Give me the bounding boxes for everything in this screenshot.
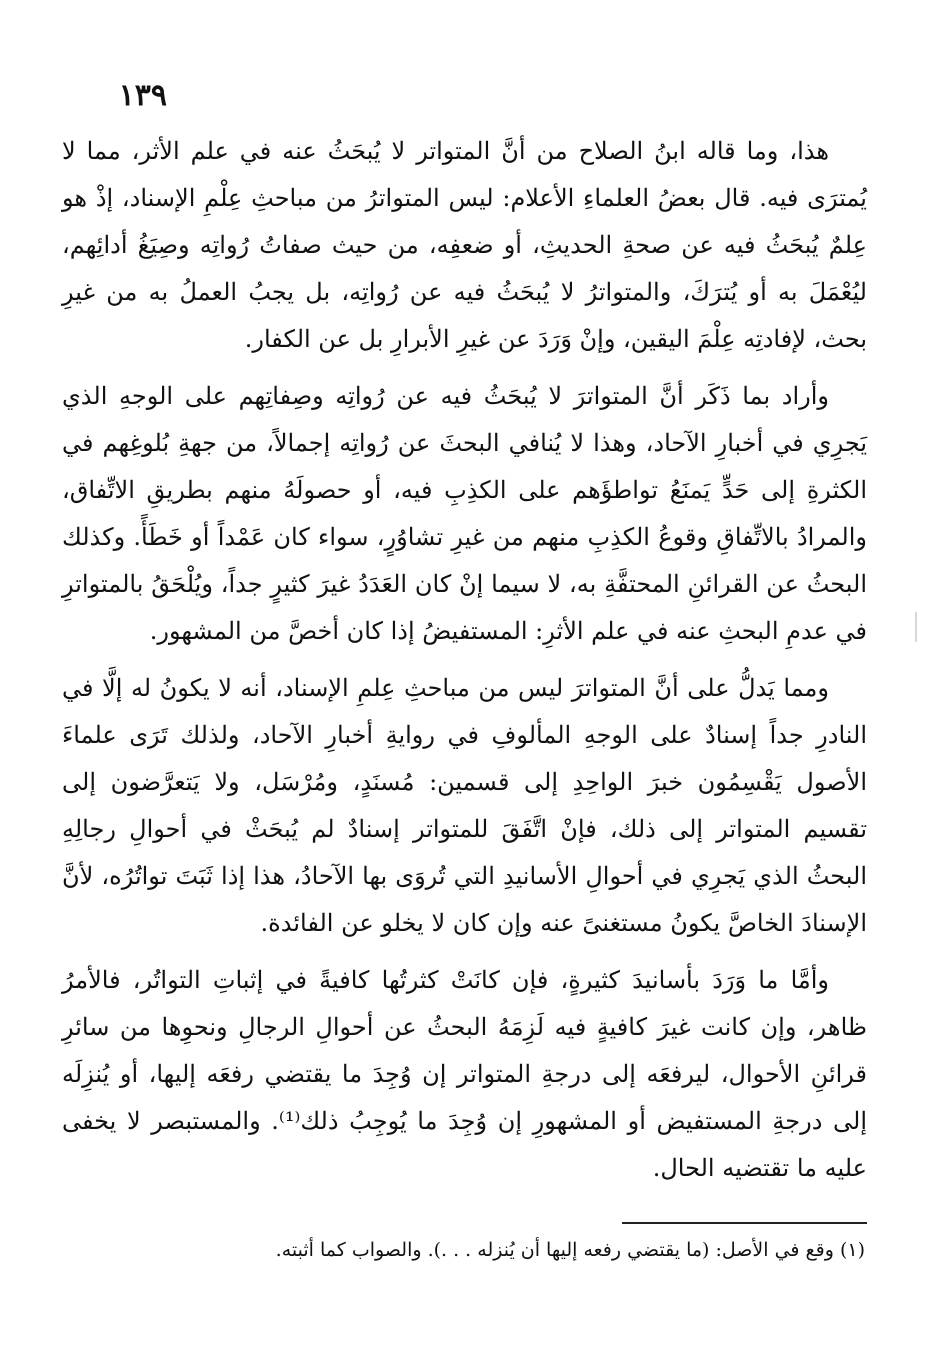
paragraph-4: وأمَّا ما وَرَدَ بأسانيدَ كثيرةٍ، فإن كانَتْ كثرتُها كافيةً في إثباتِ التواتُر، فالأمرُ ظاهر، وإن كانت غيرَ كافيةٍ فيه لَزِمَهُ البحثُ عن أحوالِ الرجالِ ونحوِها من سائرِ قرائنِ الأحوال، ليرفعَه إلى درجةِ المتواتر إن وُجِدَ ما يقتضي رفعَه إليها، أو يُنزِلَه إلى درجةِ المستفيض أو المشهورِ إن وُجِدَ ما يُوجِبُ ذلك⁽¹⁾. والمستبصر لا يخفى عليه ما تقتضيه الحال. <box>62 966 868 1182</box>
main-text <box>62 128 867 1202</box>
paragraph-3: ومما يَدلُّ على أنَّ المتواترَ ليس من مباحثِ عِلمِ الإسناد، أنه لا يكونُ له إلَّا في النادرِ جداً إسنادٌ على الوجهِ المألوفِ في روايةِ أخبارِ الآحاد، ولذلك تَرَى علماءَ الأصول يَقْسِمُون خبرَ الواحِدِ إلى قسمين: مُسنَدٍ، ومُرْسَل، ولا يَتعرَّضون إلى تقسيم المتواتر إلى ذلك، فإنْ اتَّفَقَ للمتواتر إسنادٌ لم يُبحَثْ في أحوالِ رجالِهِ البحثُ الذي يَجرِي في أحوالِ الأسانيدِ التي تُروَى بها الآحادُ، هذا إذا ثَبَتَ تواتُرُه، لأنَّ الإسنادَ الخاصَّ يكونُ مستغنىً عنه وإن كان لا يخلو عن الفائدة. <box>62 674 867 937</box>
footnote-divider <box>622 1222 867 1224</box>
footnote: (١) وقع في الأصل: (ما يقتضي رفعه إليها أن يُنزله . . .). والصواب كما أثبته. <box>275 1239 865 1261</box>
scan-margin-mark <box>915 612 917 642</box>
paragraph-2: وأراد بما ذَكَر أنَّ المتواترَ لا يُبحَثُ فيه عن رُواتِه وصِفاتِهم على الوجهِ الذي يَجرِي في أخبارِ الآحاد، وهذا لا يُنافي البحثَ عن رُواتِه إجمالاً، من جهةِ بُلوغِهم في الكثرةِ إلى حَدٍّ يَمنَعُ تواطؤَهم على الكذِبِ فيه، أو حصولَهُ منهم بطريقِ الاتِّفاق، والمرادُ بالاتِّفاقِ وقوعُ الكذِبِ منهم من غيرِ تشاوُرٍ، سواء كان عَمْداً أو خَطَأً. وكذلك البحثُ عن القرائنِ المحتفَّةِ به، لا سيما إنْ كان العَدَدُ غيرَ كثيرٍ جداً، ويُلْحَقُ بالمتواترِ في عدمِ البحثِ عنه في علم الأثرِ: المستفيضُ إذا كان أخصَّ من المشهور. <box>62 382 867 645</box>
page-number: ١٣٩ <box>118 78 167 113</box>
paragraph-1: هذا، وما قاله ابنُ الصلاح من أنَّ المتواتر لا يُبحَثُ عنه في علم الأثر، مما لا يُمترَى فيه. قال بعضُ العلماءِ الأعلام: ليس المتواترُ من مباحثِ عِلْمِ الإسناد، إذْ هو عِلمٌ يُبحَثُ فيه عن صحةِ الحديثِ، أو ضعفِه، من حيث صفاتُ رُواتِه وصِيَغُ أدائِهم، ليُعْمَلَ به أو يُترَكَ، والمتواترُ لا يُبحَثُ فيه عن رُواتِه، بل يجبُ العملُ به من غيرِ بحث، لإفادتِه عِلْمَ اليقين، وإنْ وَرَدَ عن غيرِ الأبرارِ بل عن الكفار. <box>62 137 867 353</box>
